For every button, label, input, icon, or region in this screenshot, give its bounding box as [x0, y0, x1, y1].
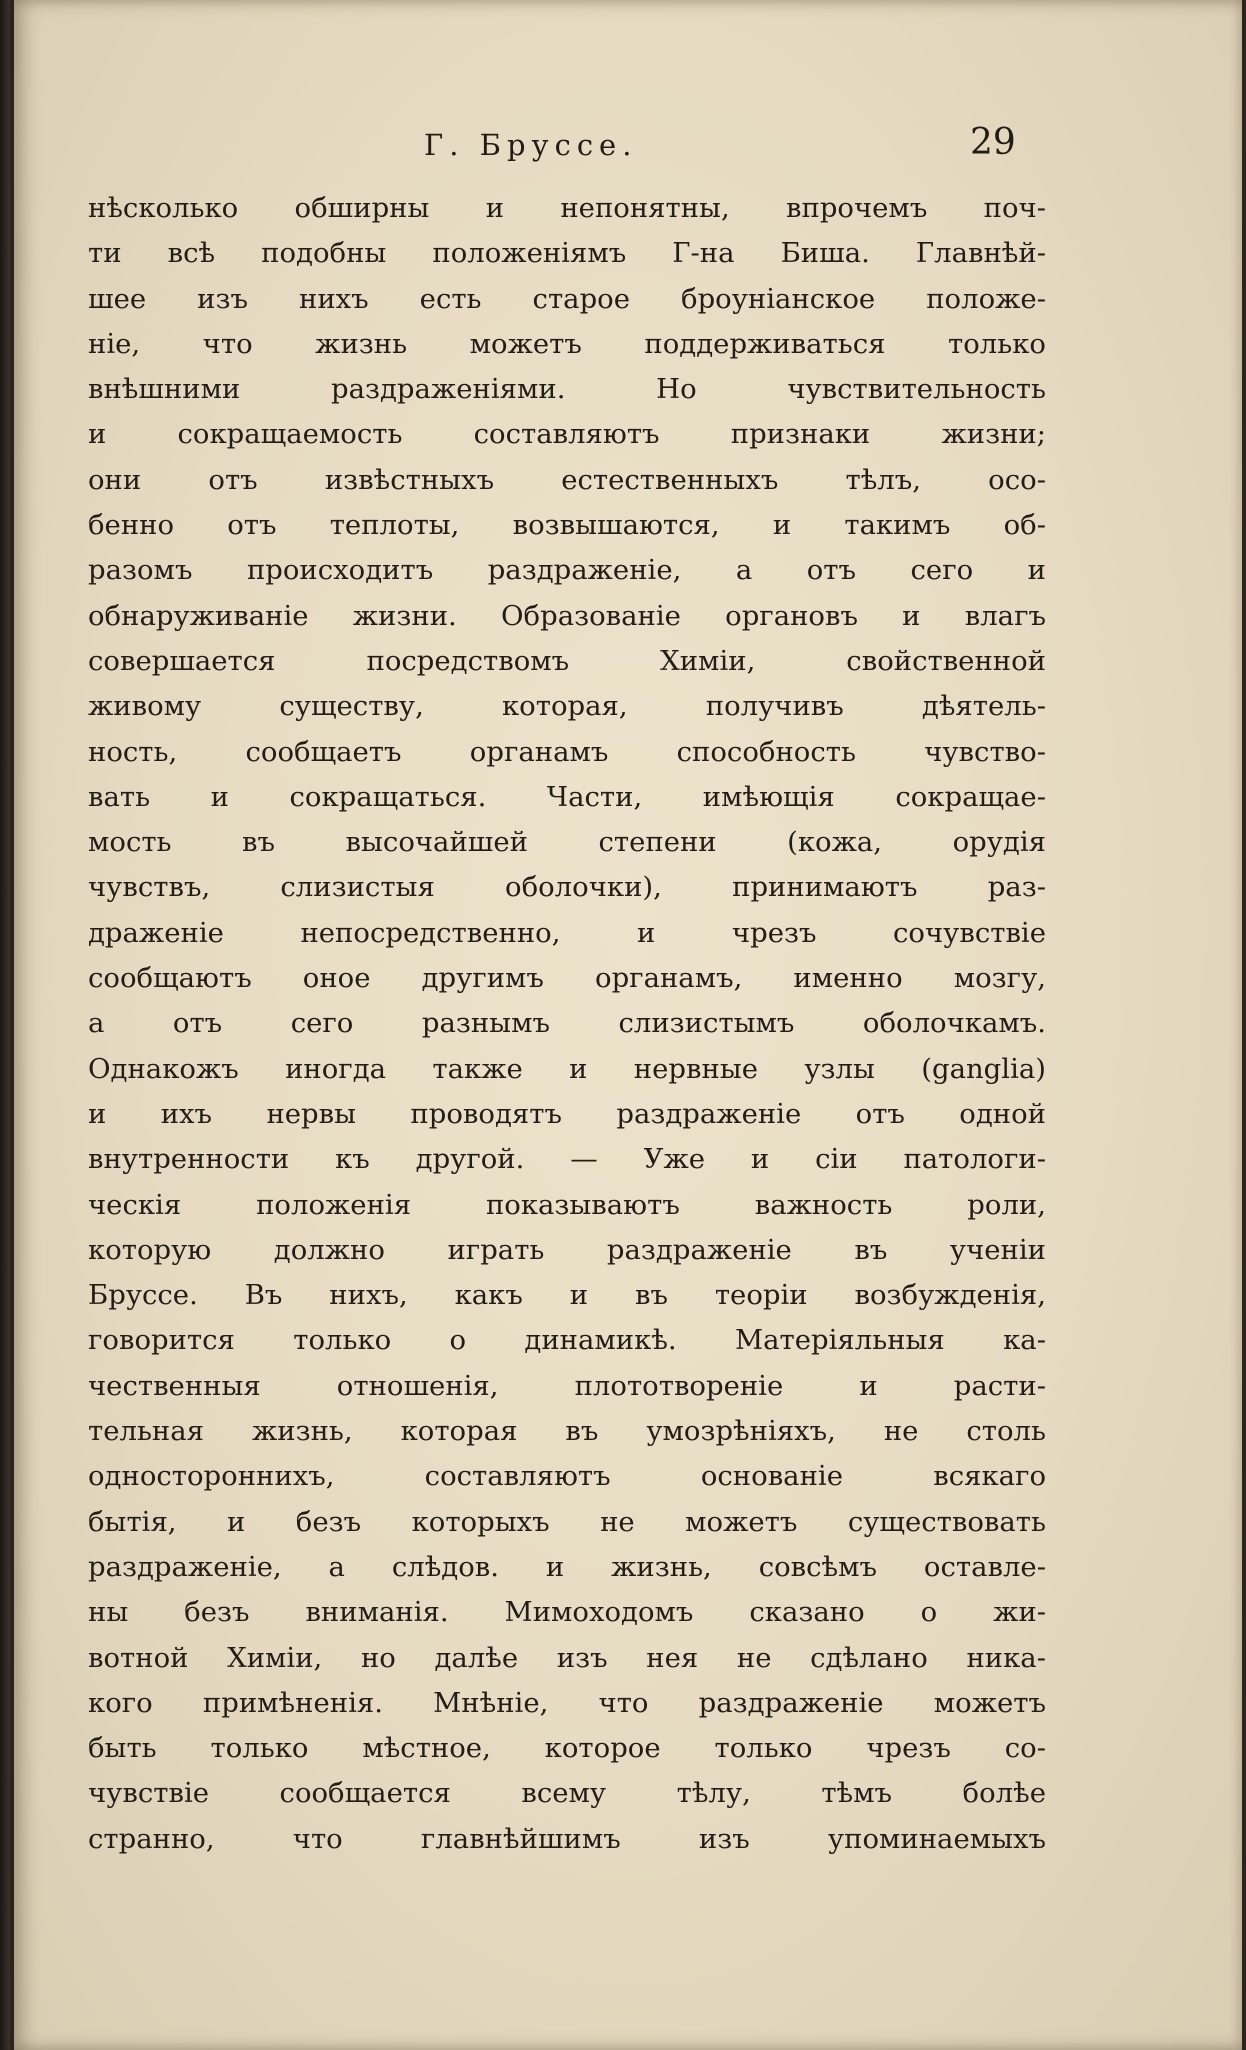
text-line: чувствіе сообщается всему тѣлу, тѣмъ болѣе: [88, 1777, 1046, 1810]
text-line: кого примѣненія. Мнѣніе, что раздраженіе можетъ: [88, 1686, 1046, 1719]
book-page: [14, 0, 1242, 2050]
text-line: мость въ высочайшей степени (кожа, орудія: [88, 826, 1046, 859]
text-line: они отъ извѣстныхъ естественныхъ тѣлъ, осо-: [88, 463, 1046, 496]
page-number: 29: [970, 122, 1016, 163]
text-line: которую должно играть раздраженіе въ ученіи: [88, 1233, 1046, 1266]
text-line: внутренности къ другой. — Уже и сіи патологи-: [88, 1143, 1046, 1176]
text-line: Однакожъ иногда также и нервные узлы (ganglia): [88, 1052, 1046, 1085]
text-line: шее изъ нихъ есть старое броуніанское положе-: [88, 282, 1046, 315]
text-line: разомъ происходитъ раздраженіе, а отъ сего и: [88, 554, 1046, 587]
text-line: чувствъ, слизистыя оболочки), принимаютъ раз-: [88, 871, 1046, 904]
text-line: и сокращаемость составляютъ признаки жизни;: [88, 418, 1046, 451]
text-line: Бруссе. Въ нихъ, какъ и въ теоріи возбужденія,: [88, 1279, 1046, 1312]
text-line: раздраженіе, а слѣдов. и жизнь, совсѣмъ оставле-: [88, 1550, 1046, 1583]
text-line: внѣшними раздраженіями. Но чувствительность: [88, 373, 1046, 406]
text-line: ческія положенія показываютъ важность роли,: [88, 1188, 1046, 1221]
body-text: [88, 186, 1046, 1862]
running-head: [14, 122, 1242, 172]
text-line: одностороннихъ, составляютъ основаніе всякаго: [88, 1460, 1046, 1493]
text-line: тельная жизнь, которая въ умозрѣніяхъ, не столь: [88, 1415, 1046, 1448]
text-line: ны безъ вниманія. Мимоходомъ сказано о жи-: [88, 1596, 1046, 1629]
text-line: бытія, и безъ которыхъ не можетъ существовать: [88, 1505, 1046, 1538]
text-line: быть только мѣстное, которое только чрезъ со-: [88, 1732, 1046, 1765]
running-title: Г. Бруссе.: [424, 128, 638, 162]
text-line: ность, сообщаетъ органамъ способность чувство-: [88, 735, 1046, 768]
text-line: чественныя отношенія, плототвореніе и расти-: [88, 1369, 1046, 1402]
text-line: совершается посредствомъ Химіи, свойственной: [88, 644, 1046, 677]
text-line: живому существу, которая, получивъ дѣятель-: [88, 690, 1046, 723]
text-line: нѣсколько обширны и непонятны, впрочемъ поч-: [88, 192, 1046, 224]
text-line: сообщаютъ оное другимъ органамъ, именно мозгу,: [88, 962, 1046, 995]
text-line: странно, что главнѣйшимъ изъ упоминаемыхъ: [88, 1822, 1046, 1855]
book-gutter: [0, 0, 10, 2050]
text-line: а отъ сего разнымъ слизистымъ оболочкамъ.: [88, 1007, 1046, 1040]
text-line: и ихъ нервы проводятъ раздраженіе отъ одной: [88, 1097, 1046, 1130]
text-line: вотной Химіи, но далѣе изъ нея не сдѣлано никa-: [88, 1641, 1046, 1674]
text-line: ніе, что жизнь можетъ поддерживаться только: [88, 327, 1046, 360]
text-line: говорится только о динамикѣ. Матеріяльныя ка-: [88, 1324, 1046, 1357]
text-line: бенно отъ теплоты, возвышаются, и такимъ об-: [88, 509, 1046, 542]
text-line: вать и сокращаться. Части, имѣющія сокращае-: [88, 780, 1046, 813]
text-line: ти всѣ подобны положеніямъ Г-на Биша. Главнѣй-: [88, 237, 1046, 270]
text-line: обнаруживаніе жизни. Образованіе органовъ и влагъ: [88, 599, 1046, 632]
text-line: драженіе непосредственно, и чрезъ сочувствіе: [88, 916, 1046, 949]
